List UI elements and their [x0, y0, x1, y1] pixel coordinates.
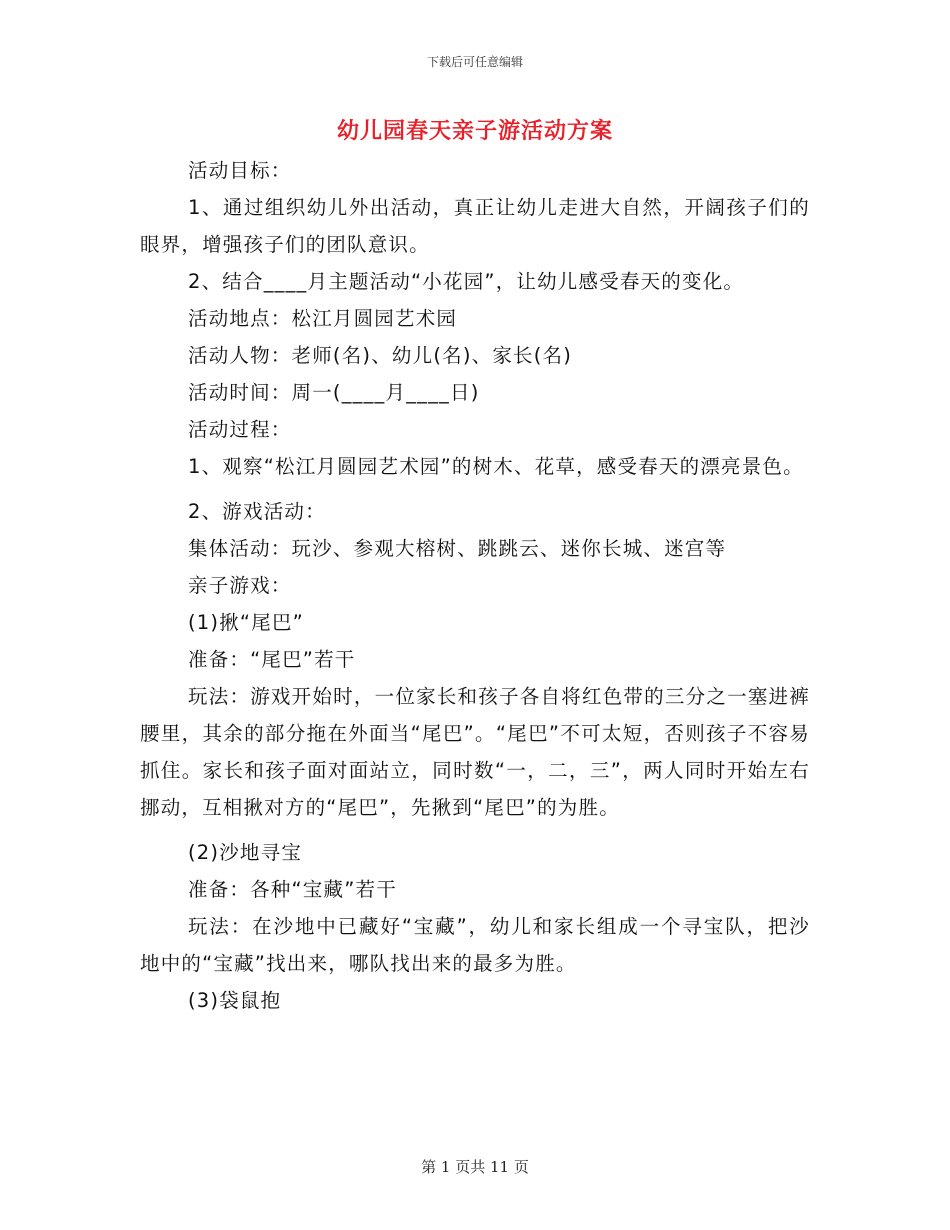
paragraph-process-heading: 活动过程： [188, 418, 292, 441]
paragraph-game-3-title: (3)袋鼠抱 [188, 989, 282, 1012]
document-title: 幼儿园春天亲子游活动方案 [336, 119, 613, 144]
paragraph-location: 活动地点：松江月圆园艺术园 [188, 307, 458, 330]
paragraph-game-2-prep: 准备：各种“宝藏”若干 [188, 878, 397, 901]
paragraph-goal-1: 1、通过组织幼儿外出活动，真正让幼儿走进大自然，开阔孩子们的眼界，增强孩子们的团队意识。 [140, 196, 810, 256]
document-body [140, 152, 810, 1019]
paragraph-process-1: 1、观察“松江月圆园艺术园”的树木、花草，感受春天的漂亮景色。 [188, 455, 804, 478]
paragraph-game-2-title: (2)沙地寻宝 [188, 841, 303, 864]
page-number-footer: 第 1 页共 11 页 [421, 1158, 529, 1176]
paragraph-participants: 活动人物：老师(名)、幼儿(名)、家长(名) [188, 344, 573, 367]
paragraph-game-1-rules: 玩法：游戏开始时，一位家长和孩子各自将红色带的三分之一塞进裤腰里，其余的部分拖在外面当“尾巴”。“尾巴”不可太短，否则孩子不容易抓住。家长和孩子面对面站立，同时数“一，二，三”，两人同时开始左右挪动，互相揪对方的“尾巴”，先揪到“尾巴”的为胜。 [140, 685, 810, 819]
header-note: 下载后可任意编辑 [426, 55, 523, 69]
paragraph-goal-heading: 活动目标： [188, 159, 292, 182]
paragraph-process-2: 2、游戏活动： [188, 500, 326, 523]
paragraph-game-1-prep: 准备：“尾巴”若干 [188, 648, 356, 671]
paragraph-group-activities: 集体活动：玩沙、参观大榕树、跳跳云、迷你长城、迷宫等 [188, 537, 727, 560]
paragraph-parent-child-games: 亲子游戏： [188, 574, 292, 597]
paragraph-game-1-title: (1)揪“尾巴” [188, 611, 304, 634]
paragraph-game-2-rules: 玩法：在沙地中已藏好“宝藏”，幼儿和家长组成一个寻宝队，把沙地中的“宝藏”找出来，哪队找出来的最多为胜。 [140, 915, 810, 975]
paragraph-goal-2: 2、结合____月主题活动“小花园”，让幼儿感受春天的变化。 [188, 270, 745, 293]
paragraph-time: 活动时间：周一(____月____日) [188, 381, 480, 404]
